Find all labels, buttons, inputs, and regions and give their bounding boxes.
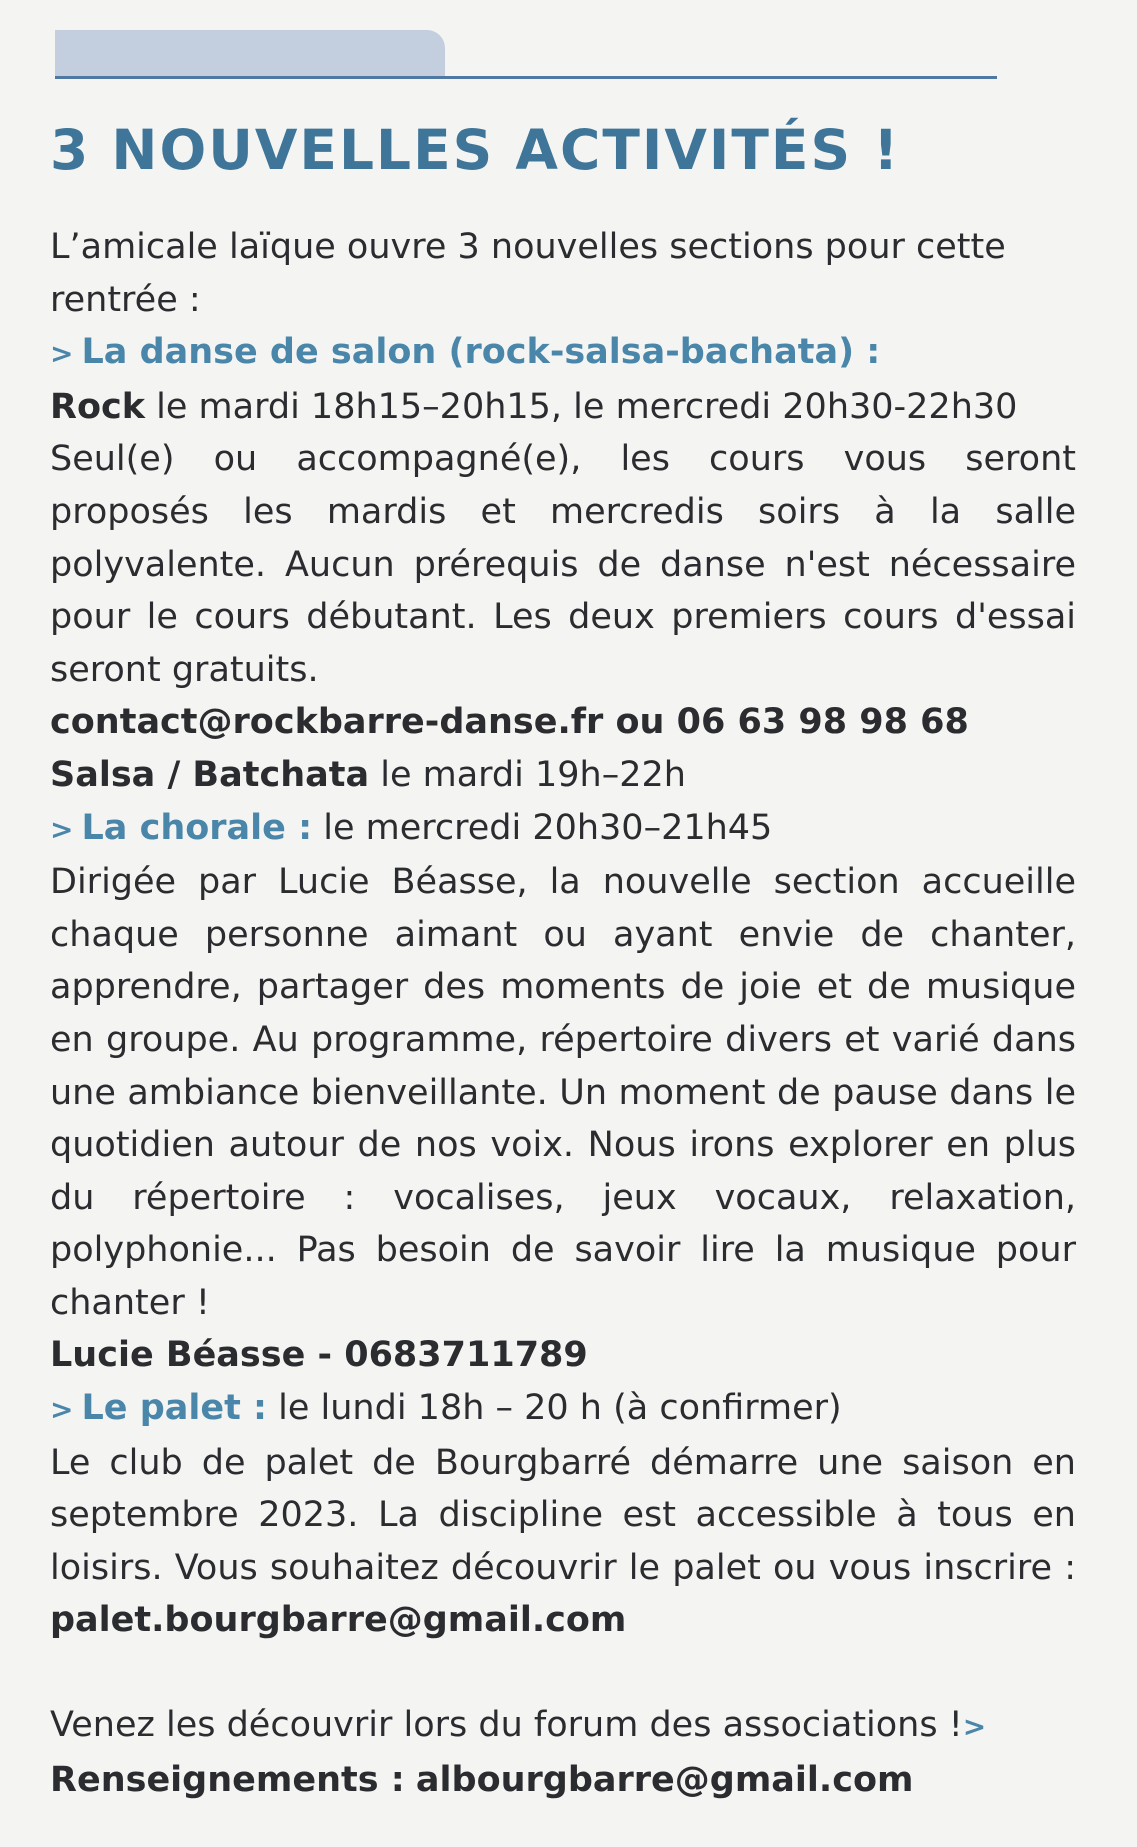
rock-schedule: le mardi 18h15–20h15, le mercredi 20h30-22h30 xyxy=(145,386,1018,427)
salsa-label: Salsa / Batchata xyxy=(50,754,370,795)
chorale-schedule: le mercredi 20h30–21h45 xyxy=(312,807,773,848)
salsa-schedule-line xyxy=(50,749,1076,802)
article-body xyxy=(50,221,1076,1806)
chorale-contact: Lucie Béasse - 0683711789 xyxy=(50,1335,588,1376)
danse-contact: contact@rockbarre-danse.fr ou 06 63 98 98 68 xyxy=(50,702,969,743)
info-email: albourgbarre@gmail.com xyxy=(415,1759,914,1800)
chevron-right-icon: > xyxy=(50,337,74,371)
chorale-heading: La chorale : xyxy=(81,807,313,848)
palet-schedule: le lundi 18h – 20 h (à confirmer) xyxy=(267,1388,842,1429)
header-tab-decoration xyxy=(55,30,445,76)
palet-heading: Le palet : xyxy=(81,1388,268,1429)
palet-heading-line xyxy=(50,1382,1076,1437)
chorale-heading-line xyxy=(50,802,1076,857)
chevron-right-icon: > xyxy=(50,812,74,846)
info-line xyxy=(50,1754,1076,1807)
header-rule xyxy=(55,76,997,79)
danse-heading: La danse de salon (rock-salsa-bachata) : xyxy=(81,332,881,373)
danse-heading-line xyxy=(50,326,1076,381)
palet-description: Le club de palet de Bourgbarré démarre une saison en septembre 2023. La discipline est accessible à tous en loisirs. Vous souhaitez découvrir le palet ou vous inscrire : palet.bourgbarre@gmail.com xyxy=(50,1442,1076,1641)
intro-text: L’amicale laïque ouvre 3 nouvelles sections pour cette rentrée : xyxy=(50,227,1006,320)
rock-label: Rock xyxy=(50,386,146,427)
article-title: 3 NOUVELLES ACTIVITÉS ! xyxy=(50,118,901,182)
forum-line xyxy=(50,1699,1076,1754)
danse-description: Seul(e) ou accompagné(e), les cours vous seront proposés les mardis et mercredis soirs à la salle polyvalente. Aucun prérequis de danse n'est nécessaire pour le cours débutant. Les deux premiers cours d'essai seront gratuits. xyxy=(50,439,1076,690)
chorale-description: Dirigée par Lucie Béasse, la nouvelle section accueille chaque personne aimant ou ayant envie de chanter, apprendre, partager des moments de joie et de musique en groupe. Au programme, répertoire divers et varié dans une ambiance bienveillante. Un moment de pause dans le quotidien autour de nos voix. Nous irons explorer en plus du répertoire : vocalises, jeux vocaux, relaxation, polyphonie... Pas besoin de savoir lire la musique pour chanter ! xyxy=(50,862,1076,1323)
rock-schedule-line xyxy=(50,381,1076,434)
forum-text: Venez les découvrir lors du forum des associations ! xyxy=(50,1705,963,1746)
palet-email: palet.bourgbarre@gmail.com xyxy=(50,1600,627,1641)
chevron-right-icon: > xyxy=(962,1710,987,1744)
salsa-schedule: le mardi 19h–22h xyxy=(369,754,686,795)
info-label: Renseignements : xyxy=(50,1759,405,1800)
chevron-right-icon: > xyxy=(50,1393,74,1427)
